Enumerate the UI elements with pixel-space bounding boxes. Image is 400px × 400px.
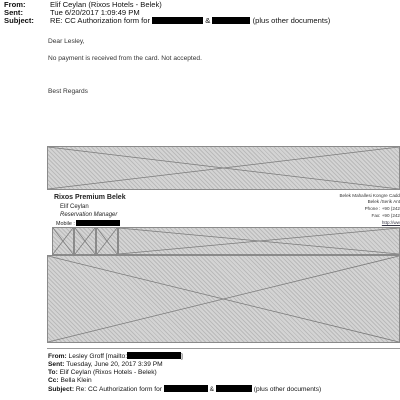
redaction-block (216, 385, 252, 392)
redaction-block (164, 385, 208, 392)
signature-name: Elif Ceylan (60, 204, 89, 210)
signature-title: Reservation Manager (60, 212, 118, 218)
greeting: Dear Lesley, (48, 38, 85, 45)
fwd-sent-value: Tuesday, June 20, 2017 3:39 PM (66, 361, 163, 368)
fwd-from-close: ] (181, 353, 183, 360)
fwd-from-label: From: (48, 353, 67, 360)
fwd-subject-prefix: Re: CC Authorization form for (75, 386, 162, 393)
signature-banner-image (47, 146, 400, 190)
signature-address-line1: Belek Mahallesi Kongre Cadd (339, 193, 400, 198)
fwd-to-value: Elif Ceylan (Rixos Hotels - Belek) (59, 369, 157, 376)
message-body: No payment is received from the card. Not accepted. (48, 55, 202, 62)
fwd-to-row (48, 369, 157, 377)
redaction-block (127, 352, 181, 359)
fwd-from-value: Lesley Groff [mailto: (68, 353, 128, 360)
fwd-cc-label: Cc: (48, 377, 59, 384)
header-subject-label: Subject: (4, 16, 34, 25)
fwd-sent-label: Sent: (48, 361, 65, 368)
fwd-from-row (48, 352, 183, 361)
redaction-block (76, 220, 120, 226)
social-icon-image[interactable] (74, 227, 96, 255)
social-icon-image[interactable] (52, 227, 74, 255)
signature-company: Rixos Premium Belek (54, 194, 126, 201)
redaction-block (152, 17, 203, 24)
signature-web-link[interactable]: http://ww (381, 220, 400, 225)
header-sent-value: Tue 6/20/2017 1:09:49 PM (50, 8, 140, 17)
header-subject-prefix: RE: CC Authorization form for (50, 16, 151, 25)
fwd-subject-amp: & (209, 386, 215, 393)
signature-mobile-label: Mobile : (56, 221, 75, 227)
redaction-block (212, 17, 250, 24)
signature-address-line2: Belek /Serik Ant (367, 199, 400, 204)
closing: Best Regards (48, 88, 88, 95)
fwd-cc-row (48, 377, 92, 385)
promo-image (47, 255, 400, 343)
social-icon-image[interactable] (96, 227, 118, 255)
signature-fax: Fax: +90 (242 (371, 213, 400, 218)
fwd-cc-value: Bella Klein (60, 377, 92, 384)
fwd-subject-suffix: (plus other documents) (253, 386, 322, 393)
header-sent-label: Sent: (4, 8, 23, 17)
header-subject-suffix: (plus other documents) (252, 16, 331, 25)
social-banner-image (118, 227, 400, 255)
divider (47, 348, 400, 349)
fwd-subject-label: Subject: (48, 386, 75, 393)
header-subject-row (0, 16, 330, 25)
header-subject-amp: & (205, 16, 211, 25)
signature-phone: Phone : +90 (242 (364, 206, 400, 211)
header-from-label: From: (4, 0, 26, 9)
fwd-sent-row (48, 361, 163, 369)
fwd-subject-row (48, 385, 321, 394)
signature-mobile-row (56, 220, 120, 227)
fwd-to-label: To: (48, 369, 58, 376)
header-from-value: Elif Ceylan (Rixos Hotels - Belek) (50, 0, 162, 9)
